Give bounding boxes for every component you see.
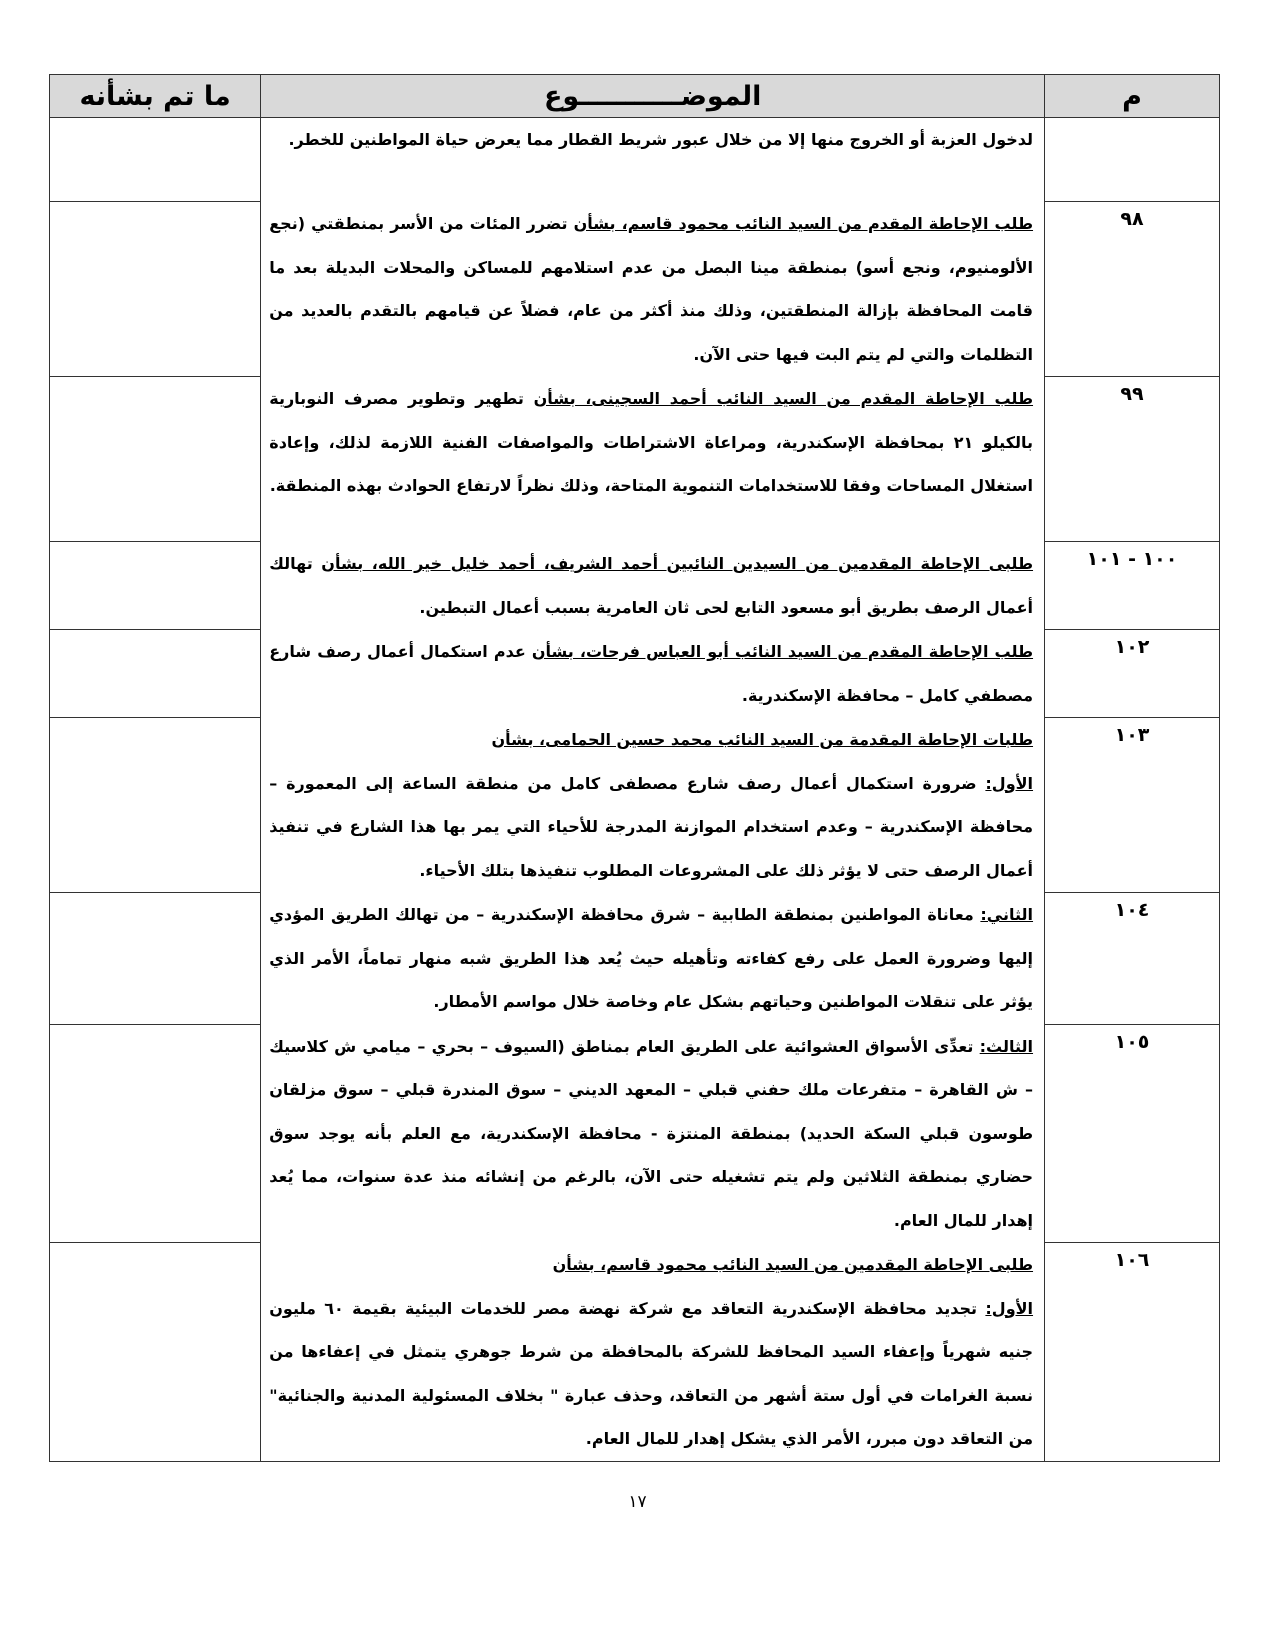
row-topic — [261, 1243, 1045, 1462]
table-row — [50, 202, 1220, 377]
table-row — [50, 377, 1220, 542]
topic-heading-text: طلبات الإحاطة المقدمة من السيد النائب محمد حسين الحمامى، بشأن — [491, 730, 1034, 749]
row-action-taken — [50, 893, 261, 1025]
topic-heading-text: طلب الإحاطة المقدم من السيد النائب محمود قاسم، بشأن — [573, 214, 1034, 233]
topic-heading-text: طلبى الإحاطة المقدمين من السيدين النائبين أحمد الشريف، أحمد خليل خير الله، بشأن — [321, 554, 1034, 573]
topic-heading-text: الثالث: — [979, 1036, 1034, 1056]
topic-heading-text: طلب الإحاطة المقدم من السيد النائب أبو العباس فرحات، بشأن — [531, 642, 1034, 661]
topic-body-text: تضرر المئات من الأسر بمنطقتي (نجع الألومنيوم، ونجع أسو) بمنطقة مينا البصل من عدم استلامهم للمساكن والمحلات البديلة بعد ما قامت المحافظة بإزالة المنطقتين، وذلك منذ أكثر من عام، فضلاً عن قيامهم بالتقدم بالعديد من التظلمات والتي لم يتم البت فيها حتى الآن. — [269, 214, 1034, 364]
topic-heading-text: الثاني: — [980, 905, 1034, 924]
table-row — [50, 1243, 1220, 1462]
topic-heading-text: طلبى الإحاطة المقدمين من السيد النائب محمود قاسم، بشأن — [552, 1255, 1034, 1274]
topic-body-text: معاناة المواطنين بمنطقة الطابية – شرق محافظة الإسكندرية – من تهالك الطريق المؤدي إليها وضرورة العمل على رفع كفاءته وتأهيله حيث يُعد هذا الطريق شبه منهار تماماً، الأمر الذي يؤثر على تنقلات المواطنين وحياتهم بشكل عام وخاصة خلال مواسم الأمطار. — [269, 905, 1034, 1011]
table-row — [50, 630, 1220, 718]
topic-heading-text: الأول: — [985, 773, 1034, 793]
topic-heading-text: طلب الإحاطة المقدم من السيد النائب أحمد السجينى، بشأن — [533, 389, 1034, 408]
row-number — [1045, 118, 1220, 202]
topic-heading-text: الأول: — [985, 1298, 1034, 1318]
row-action-taken — [50, 630, 261, 718]
table-row — [50, 1024, 1220, 1243]
row-action-taken — [50, 1243, 261, 1462]
topic-body-text: لدخول العزبة أو الخروج منها إلا من خلال عبور شريط القطار مما يعرض حياة المواطنين للخطر. — [288, 130, 1034, 149]
topics-table — [49, 74, 1220, 1462]
row-topic — [261, 1024, 1045, 1243]
row-action-taken — [50, 377, 261, 542]
row-number: ١٠٠ - ١٠١ — [1045, 542, 1220, 630]
row-number: ٩٩ — [1045, 377, 1220, 542]
table-body — [50, 118, 1220, 1462]
page-number: ١٧ — [628, 1492, 647, 1512]
table-header-row — [50, 75, 1220, 118]
table-row — [50, 118, 1220, 202]
header-topic: الموضـــــــــــوع — [261, 75, 1045, 118]
row-action-taken — [50, 202, 261, 377]
table-row — [50, 542, 1220, 630]
row-action-taken — [50, 118, 261, 202]
topic-body-text: عدم استكمال أعمال رصف شارع مصطفي كامل – محافظة الإسكندرية. — [269, 642, 1034, 705]
row-topic — [261, 542, 1045, 630]
row-topic — [261, 893, 1045, 1025]
row-topic — [261, 202, 1045, 377]
topic-body-text: ضرورة استكمال أعمال رصف شارع مصطفى كامل من منطقة الساعة إلى المعمورة – محافظة الإسكندرية – وعدم استخدام الموازنة المدرجة للأحياء التي يمر بها هذا الشارع في تنفيذ أعمال الرصف حتى لا يؤثر ذلك على المشروعات المطلوب تنفيذها بتلك الأحياء. — [269, 773, 1034, 880]
topic-body-text: تعدِّى الأسواق العشوائية على الطريق العام بمناطق (السيوف – بحري – ميامي ش كلاسيك – ش القاهرة – متفرعات ملك حفني قبلي – المعهد الديني – سوق المندرة قبلي – سوق مزلقان طوسون قبلي السكة الحديد) بمنطقة المنتزة - محافظة الإسكندرية، مع العلم بأنه يوجد سوق حضاري بمنطقة الثلاثين ولم يتم تشغيله حتى الآن، بالرغم من إنشائه منذ عدة سنوات، مما يُعد إهدار للمال العام. — [269, 1036, 1034, 1230]
row-number: ٩٨ — [1045, 202, 1220, 377]
row-topic — [261, 718, 1045, 893]
row-topic — [261, 377, 1045, 542]
table-row — [50, 718, 1220, 893]
row-number: ١٠٥ — [1045, 1024, 1220, 1243]
row-number: ١٠٤ — [1045, 893, 1220, 1025]
row-topic — [261, 630, 1045, 718]
row-topic — [261, 118, 1045, 202]
row-action-taken — [50, 542, 261, 630]
topic-body-text: تهالك أعمال الرصف بطريق أبو مسعود التابع لحى ثان العامرية بسبب أعمال التبطين. — [269, 554, 1034, 617]
row-number: ١٠٣ — [1045, 718, 1220, 893]
header-number: م — [1045, 75, 1220, 118]
row-number: ١٠٢ — [1045, 630, 1220, 718]
header-action-taken: ما تم بشأنه — [50, 75, 261, 118]
topic-body-text: تطهير وتطوير مصرف النوبارية بالكيلو ٢١ بمحافظة الإسكندرية، ومراعاة الاشتراطات والمواصفات الفنية اللازمة لذلك، وإعادة استغلال المساحات وفقا للاستخدامات التنموية المتاحة، وذلك نظراً لارتفاع الحوادث بهذه المنطقة. — [269, 389, 1034, 495]
topic-body-text: تجديد محافظة الإسكندرية التعاقد مع شركة نهضة مصر للخدمات البيئية بقيمة ٦٠ مليون جنيه شهرياً وإعفاء السيد المحافظ للشركة بالمحافظة من شرط جوهري يتمثل في إعفاءها من نسبة الغرامات في أول ستة أشهر من التعاقد، وحذف عبارة " بخلاف المسئولية المدنية والجنائية" من التعاقد دون مبرر، الأمر الذي يشكل إهدار للمال العام. — [269, 1298, 1034, 1448]
row-number: ١٠٦ — [1045, 1243, 1220, 1462]
row-action-taken — [50, 718, 261, 893]
row-action-taken — [50, 1024, 261, 1243]
table-row — [50, 893, 1220, 1025]
